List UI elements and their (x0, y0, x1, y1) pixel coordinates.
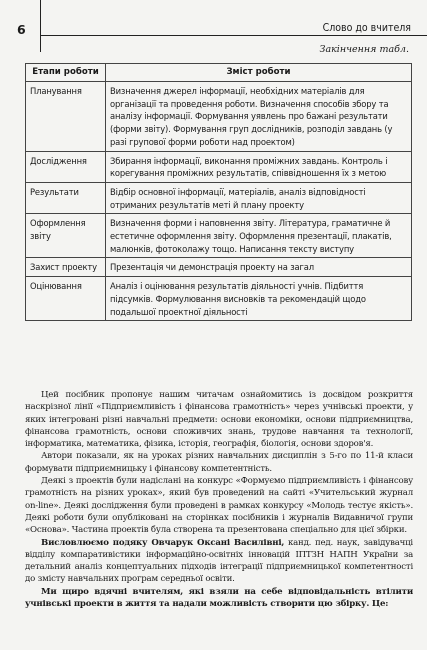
thanks-rest: канд. пед. наук, завідувачці відділу компаративістики інформаційно-освітніх інновацій ІПТЗН НАПН України за детальний аналіз концептуальних підходів інтеграції підприємницької компетентності до змісту навчальних програм середньої освіти. (25, 537, 413, 585)
stage-cell: Оцінювання (26, 277, 106, 321)
content-cell: Презентація чи демонстрація проекту на загал (106, 258, 412, 277)
table-row (26, 151, 412, 182)
header-vertical-rule (40, 0, 41, 52)
stage-cell: Планування (26, 82, 106, 152)
stage-cell: Захист проекту (26, 258, 106, 277)
content-cell: Визначення форми і наповнення звіту. Література, граматичне й естетичне оформлення звіту. Оформлення презентації, плакатів, малюнків, фотоколажу тощо. Написання тексту виступу (106, 214, 412, 258)
table-caption: Закінчення табл. (319, 44, 409, 55)
paragraph-authors: Автори показали, як на уроках різних навчальних дисциплін з 5-го по 11-й класи формувати підприємницьку і фінансову компетентність. (25, 451, 413, 474)
stage-cell: Оформлення звіту (26, 214, 106, 258)
closing-text: Ми щиро вдячні вчителям, які взяли на себе відповідальність втілити учнівські проекти в життя та надали можливість створити цю збірку. Це: (25, 586, 413, 610)
column-header-stage: Етапи роботи (26, 64, 106, 82)
content-cell: Збирання інформації, виконання проміжних завдань. Контроль і корегування проміжних результатів, співвідношення їх з метою (106, 151, 412, 182)
table-header-row (26, 64, 412, 82)
body-text (25, 389, 413, 610)
content-cell: Аналіз і оцінювання результатів діяльності учнів. Підбиття підсумків. Формулювання висновків та рекомендацій щодо подальшої проектної діяльності (106, 277, 412, 321)
paragraph-thanks (25, 537, 413, 586)
content-cell: Визначення джерел інформації, необхідних матеріалів для організації та проведення роботи. Визначення способів збору та аналізу інформації. Формування уявлень про бажані результати (форми звіту). Формування груп дослідників, розподіл завдань (у разі групової форми роботи над проектом) (106, 82, 412, 152)
page-number: 6 (17, 22, 26, 37)
table-row (26, 214, 412, 258)
paragraph-closing (25, 586, 413, 611)
stage-cell: Результати (26, 182, 106, 213)
column-header-content: Зміст роботи (106, 64, 412, 82)
thanks-lead: Висловлюємо подяку Овчарук Оксані Василівні, (41, 537, 285, 548)
work-stages-table (25, 63, 412, 321)
stage-cell: Дослідження (26, 151, 106, 182)
table-row (26, 182, 412, 213)
paragraph-intro: Цей посібник пропонує нашим читачам ознайомитись із досвідом розкриття наскрізної лінії «Підприємливість і фінансова грамотність» через учнівські проекти, у яких інтегровані різні навчальні предмети: основи економіки, основи підприємництва, фінансова грамотність, основи споживчих знань, трудове навчання та технології, інформатика, математика, фізика, історія, географія, біологія, основи здоров'я. (25, 390, 413, 450)
paragraph-projects: Деякі з проектів були надіслані на конкурс «Формуємо підприємливість і фінансову грамотність на різних уроках», який був проведений на сайті «Учительський журнал on-line». Деякі дослідження були проведені в рамках конкурсу «Молодь тестує якість». Деякі роботи були опубліковані на сторінках посібників і журналів Видавничої групи «Основа». Частина проектів була створена та презентована спеціально для цієї збірки. (25, 476, 413, 536)
running-title: Слово до вчителя (322, 22, 411, 34)
table-row (26, 277, 412, 321)
table-row (26, 82, 412, 152)
header-horizontal-rule (40, 35, 427, 36)
content-cell: Відбір основної інформації, матеріалів, аналіз відповідності отриманих результатів меті й плану проекту (106, 182, 412, 213)
table-row (26, 258, 412, 277)
